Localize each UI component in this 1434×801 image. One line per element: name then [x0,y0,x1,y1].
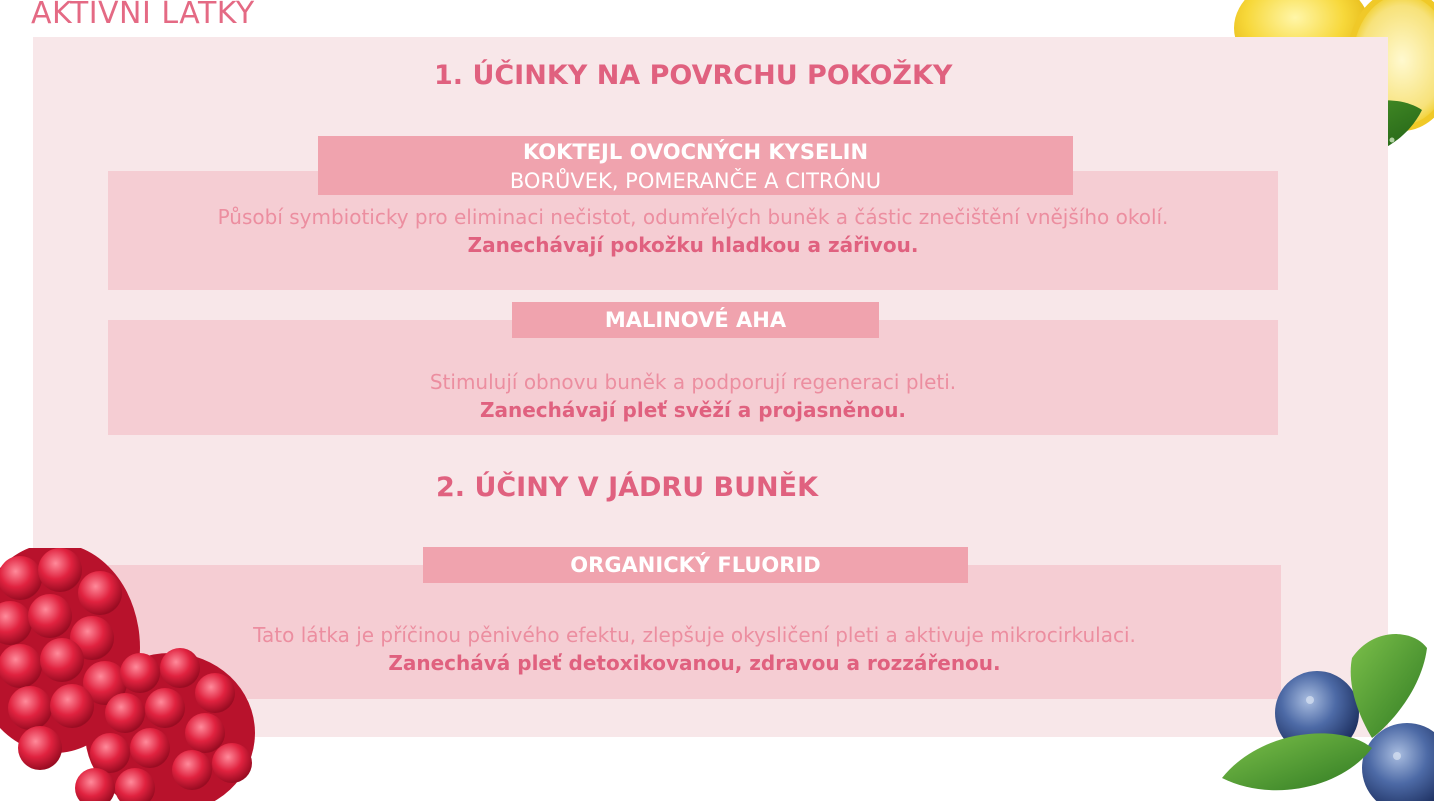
blueberry-icon [1222,628,1434,801]
card-raspberry-aha-text [108,368,1278,424]
card-organic-fluoride-text [108,621,1281,677]
card-raspberry-aha-emphasis: Zanechávají pleť svěží a projasněnou. [479,398,907,422]
card-organic-fluoride [108,565,1281,699]
label-fruit-acids-subtitle: BORŮVEK, POMERANČE A CITRÓNU [509,169,882,193]
section2-heading: 2. ÚČINY V JÁDRU BUNĚK [436,472,819,503]
label-organic-fluoride [423,547,968,583]
card-organic-fluoride-emphasis: Zanechává pleť detoxikovanou, zdravou a rozzářenou. [388,651,1001,675]
slide-title: AKTIVNI LATKY [31,0,255,31]
card-fruit-acids-emphasis: Zanechávají pokožku hladkou a zářivou. [467,233,919,257]
section1-heading: 1. ÚČINKY NA POVRCHU POKOŽKY [434,60,953,91]
label-organic-fluoride-title: ORGANICKÝ FLUORID [570,553,821,577]
card-fruit-acids-description: Působí symbioticky pro eliminaci nečistot, odumřelých buněk a částic znečištění vnějšího okolí. [217,205,1169,229]
label-raspberry-aha [512,302,879,338]
card-fruit-acids-text [108,203,1278,259]
raspberry-icon [0,548,255,801]
label-fruit-acids [318,136,1073,195]
card-raspberry-aha-description: Stimulují obnovu buněk a podporují regeneraci pleti. [429,370,957,394]
card-organic-fluoride-description: Tato látka je příčinou pěnivého efektu, zlepšuje okysličení pleti a aktivuje mikrocirkulaci. [253,623,1136,647]
label-raspberry-aha-title: MALINOVÉ AHA [604,308,787,332]
label-fruit-acids-title: KOKTEJL OVOCNÝCH KYSELIN [522,140,869,164]
